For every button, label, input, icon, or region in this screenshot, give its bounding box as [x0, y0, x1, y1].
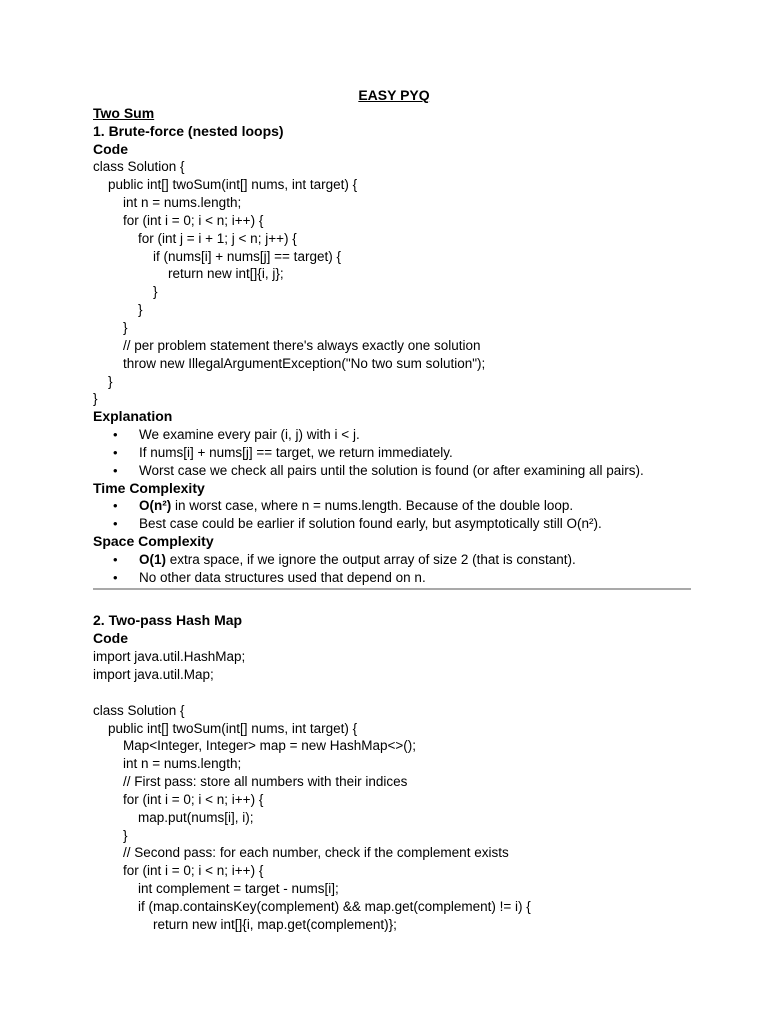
space-complexity-list: [93, 551, 683, 587]
code-line: throw new IllegalArgumentException("No two sum solution");: [93, 355, 486, 371]
spacer: [93, 595, 683, 613]
code-line: class Solution {: [93, 702, 185, 718]
space-complexity-heading: Space Complexity: [93, 533, 214, 550]
code-line: [93, 684, 683, 702]
section1-code-block: [93, 158, 683, 408]
code-line: }: [93, 319, 128, 335]
section1-explanation-heading: Explanation: [93, 408, 173, 425]
complexity-text: No other data structures used that depend on n.: [139, 569, 426, 585]
section1-heading: 1. Brute-force (nested loops): [93, 122, 284, 139]
section2-code-block: [93, 648, 683, 934]
complexity-text: Best case could be earlier if solution found early, but asymptotically still O(n²).: [139, 516, 602, 532]
code-line: Map<Integer, Integer> map = new HashMap<>();: [93, 738, 417, 754]
code-line: for (int i = 0; i < n; i++) {: [93, 791, 264, 807]
code-line: for (int i = 0; i < n; i++) {: [93, 863, 264, 879]
code-line: int n = nums.length;: [93, 756, 242, 772]
code-line: // First pass: store all numbers with their indices: [93, 774, 408, 790]
time-complexity-item: [93, 497, 683, 515]
code-line: for (int j = i + 1; j < n; j++) {: [93, 230, 297, 246]
time-complexity-item: [93, 515, 683, 533]
code-line: class Solution {: [93, 159, 185, 175]
time-complexity-heading: Time Complexity: [93, 479, 205, 496]
code-line: public int[] twoSum(int[] nums, int target) {: [93, 177, 358, 193]
code-line: if (nums[i] + nums[j] == target) {: [93, 248, 341, 264]
time-complexity-list: [93, 497, 683, 533]
code-line: for (int i = 0; i < n; i++) {: [93, 212, 264, 228]
code-line: map.put(nums[i], i);: [93, 809, 254, 825]
code-line: int complement = target - nums[i];: [93, 881, 339, 897]
section-divider: [93, 588, 691, 590]
complexity-value: O(n²): [139, 498, 172, 514]
code-line: return new int[]{i, j};: [93, 266, 284, 282]
explanation-list: [93, 426, 683, 480]
code-line: }: [93, 284, 158, 300]
code-line: import java.util.Map;: [93, 667, 214, 682]
code-line: }: [93, 302, 143, 318]
section2-heading: 2. Two-pass Hash Map: [93, 612, 243, 629]
code-line: if (map.containsKey(complement) && map.get(complement) != i) {: [93, 898, 531, 914]
problem-title: Two Sum: [93, 104, 155, 121]
code-line: import java.util.HashMap;: [93, 649, 246, 665]
complexity-text: in worst case, where n = nums.length. Because of the double loop.: [171, 498, 574, 514]
section1-code-heading: Code: [93, 140, 128, 157]
explanation-item: • We examine every pair (i, j) with i < j.: [93, 426, 683, 444]
explanation-item: • If nums[i] + nums[j] == target, we return immediately.: [93, 444, 683, 462]
code-line: return new int[]{i, map.get(complement)};: [93, 916, 397, 932]
space-complexity-item: [93, 551, 683, 569]
complexity-text: extra space, if we ignore the output array of size 2 (that is constant).: [166, 551, 576, 567]
document-title: EASY PYQ: [358, 87, 430, 103]
document-content: [93, 87, 683, 934]
explanation-item: • Worst case we check all pairs until the solution is found (or after examining all pairs).: [93, 462, 683, 480]
code-line: }: [93, 373, 113, 389]
space-complexity-item: [93, 569, 683, 587]
code-line: }: [93, 391, 98, 407]
complexity-value: O(1): [139, 551, 166, 567]
code-line: public int[] twoSum(int[] nums, int target) {: [93, 720, 358, 736]
section2-code-heading: Code: [93, 630, 128, 647]
code-line: int n = nums.length;: [93, 195, 242, 211]
code-line: }: [93, 827, 128, 843]
code-line: // per problem statement there's always exactly one solution: [93, 337, 481, 353]
code-line: // Second pass: for each number, check if the complement exists: [93, 845, 509, 861]
